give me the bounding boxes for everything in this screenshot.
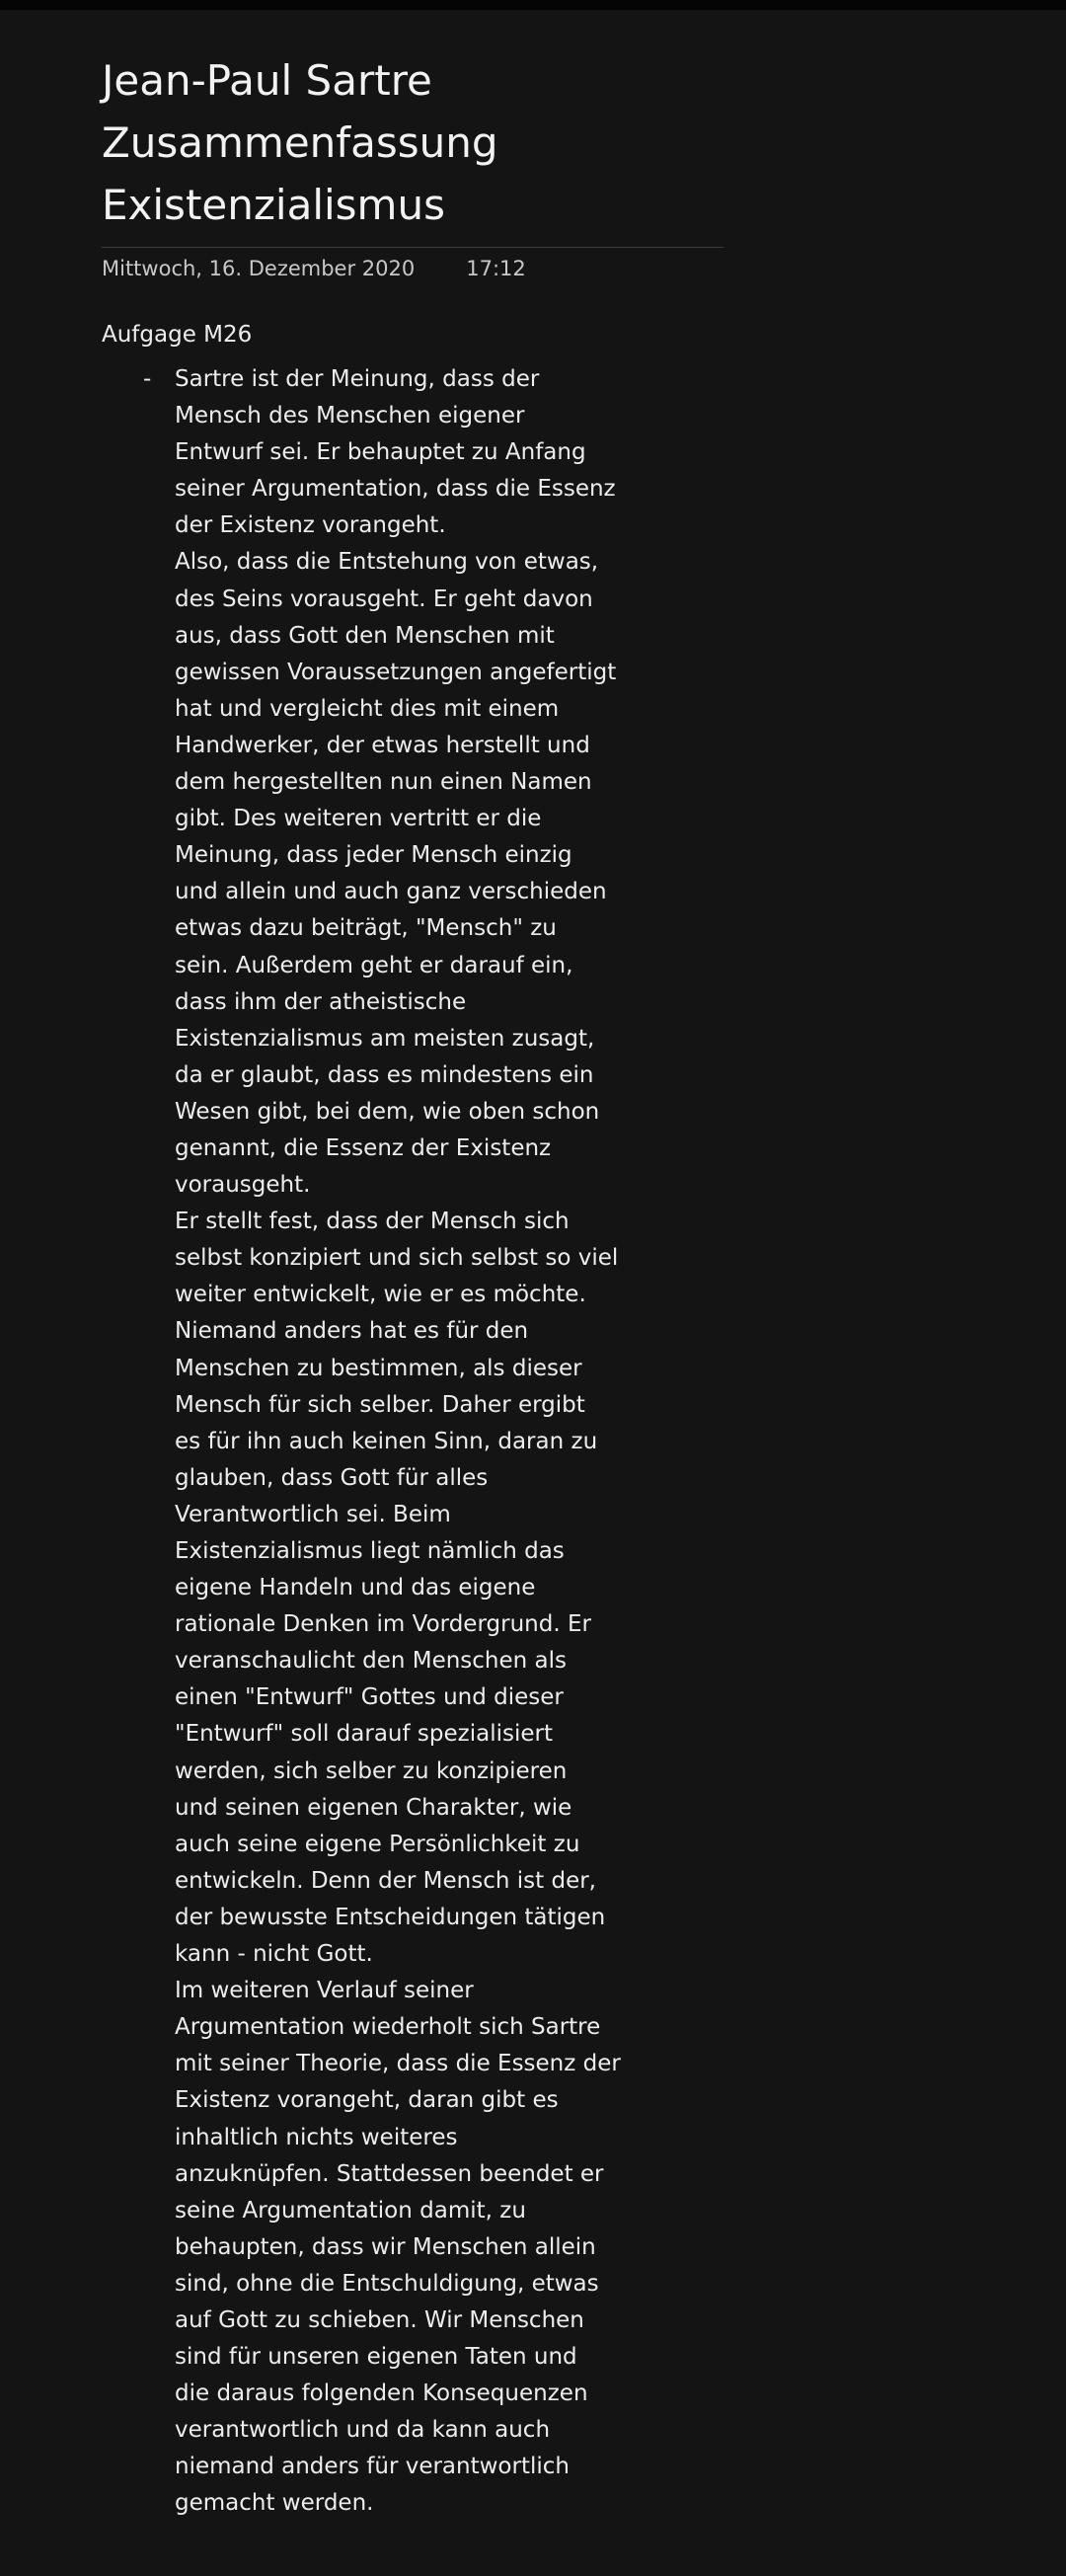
- body-text-line: Menschen zu bestimmen, als dieser: [175, 1355, 582, 1381]
- task-heading[interactable]: Aufgage M26: [102, 322, 253, 348]
- body-text-line: Mensch für sich selber. Daher ergibt: [175, 1391, 585, 1418]
- body-text-line: Handwerker, der etwas herstellt und: [175, 732, 590, 758]
- body-text-line: und seinen eigenen Charakter, wie: [175, 1794, 572, 1821]
- body-text-line: es für ihn auch keinen Sinn, daran zu: [175, 1428, 598, 1454]
- body-text-line: glauben, dass Gott für alles: [175, 1464, 489, 1491]
- title-line: Existenzialismus: [102, 181, 445, 229]
- body-text-line: etwas dazu beiträgt, "Mensch" zu: [175, 915, 557, 942]
- note-body[interactable]: [175, 361, 668, 2523]
- body-text-line: gewissen Voraussetzungen angefertigt: [175, 659, 617, 685]
- body-text-line: Wesen gibt, bei dem, wie oben schon: [175, 1098, 600, 1125]
- note-date: Mittwoch, 16. Dezember 2020: [102, 257, 416, 280]
- list-bullet: -: [143, 366, 152, 392]
- note-time: 17:12: [466, 257, 526, 280]
- body-text-line: auf Gott zu schieben. Wir Menschen: [175, 2306, 584, 2333]
- body-text-line: Existenzialismus liegt nämlich das: [175, 1538, 565, 1564]
- title-line: Zusammenfassung: [102, 118, 498, 167]
- body-text-line: anzuknüpfen. Stattdessen beendet er: [175, 2160, 604, 2187]
- body-text-line: sind für unseren eigenen Taten und: [175, 2344, 577, 2371]
- body-text-line: die daraus folgenden Konsequenzen: [175, 2381, 588, 2407]
- body-text-line: dass ihm der atheistische: [175, 988, 467, 1015]
- body-text-line: verantwortlich und da kann auch: [175, 2417, 551, 2444]
- body-text-line: aus, dass Gott den Menschen mit: [175, 622, 555, 649]
- body-text-line: entwickeln. Denn der Mensch ist der,: [175, 1867, 596, 1894]
- page-title[interactable]: [102, 49, 733, 236]
- body-text-line: "Entwurf" soll darauf spezialisiert: [175, 1721, 553, 1748]
- title-divider: [102, 247, 723, 248]
- body-text-line: auch seine eigene Persönlichkeit zu: [175, 1831, 580, 1857]
- title-line: Jean-Paul Sartre: [102, 56, 432, 105]
- body-text-line: Niemand anders hat es für den: [175, 1318, 529, 1345]
- body-text-line: der bewusste Entscheidungen tätigen: [175, 1904, 606, 1930]
- body-text-line: Existenzialismus am meisten zusagt,: [175, 1025, 595, 1052]
- body-text-line: dem hergestellten nun einen Namen: [175, 769, 592, 796]
- note-timestamp: [102, 254, 526, 283]
- top-bar: [0, 0, 1066, 10]
- body-text-line: veranschaulicht den Menschen als: [175, 1648, 568, 1675]
- body-text-line: eigene Handeln und das eigene: [175, 1575, 536, 1601]
- body-text-line: Also, dass die Entstehung von etwas,: [175, 549, 599, 576]
- body-text-line: sein. Außerdem geht er darauf ein,: [175, 952, 573, 978]
- body-text-line: vorausgeht.: [175, 1172, 311, 1199]
- body-text-line: gemacht werden.: [175, 2490, 374, 2517]
- body-text-line: sind, ohne die Entschuldigung, etwas: [175, 2270, 599, 2297]
- body-text-line: der Existenz vorangeht.: [175, 512, 446, 539]
- body-text-line: inhaltlich nichts weiteres: [175, 2124, 458, 2150]
- body-text-line: rationale Denken im Vordergrund. Er: [175, 1611, 591, 1638]
- body-text-line: niemand anders für verantwortlich: [175, 2454, 570, 2480]
- body-text-line: hat und vergleicht dies mit einem: [175, 695, 560, 722]
- body-text-line: da er glaubt, dass es mindestens ein: [175, 1061, 594, 1088]
- body-text-line: seiner Argumentation, dass die Essenz: [175, 476, 616, 503]
- body-text-line: Argumentation wiederholt sich Sartre: [175, 2014, 601, 2041]
- body-text-line: Verantwortlich sei. Beim: [175, 1501, 451, 1527]
- body-text-line: seine Argumentation damit, zu: [175, 2197, 526, 2224]
- body-text-line: Existenz vorangeht, daran gibt es: [175, 2087, 559, 2114]
- body-text-line: des Seins vorausgeht. Er geht davon: [175, 585, 593, 612]
- body-text-line: werden, sich selber zu konzipieren: [175, 1757, 568, 1784]
- body-text-line: und allein und auch ganz verschieden: [175, 879, 607, 905]
- body-text-line: gibt. Des weiteren vertritt er die: [175, 806, 542, 832]
- body-text-line: Entwurf sei. Er behauptet zu Anfang: [175, 439, 586, 466]
- body-text-line: Mensch des Menschen eigener: [175, 403, 525, 429]
- body-text-line: behaupten, dass wir Menschen allein: [175, 2233, 596, 2260]
- body-text-line: weiter entwickelt, wie er es möchte.: [175, 1282, 586, 1308]
- body-text-line: Meinung, dass jeder Mensch einzig: [175, 842, 572, 869]
- body-text-line: Er stellt fest, dass der Mensch sich: [175, 1209, 570, 1235]
- body-text-line: genannt, die Essenz der Existenz: [175, 1134, 552, 1161]
- body-text-line: Im weiteren Verlauf seiner: [175, 1978, 474, 2004]
- body-text-line: kann - nicht Gott.: [175, 1941, 373, 1968]
- body-text-line: einen "Entwurf" Gottes und dieser: [175, 1684, 564, 1711]
- body-text-line: selbst konzipiert und sich selbst so viel: [175, 1245, 619, 1272]
- body-text-line: mit seiner Theorie, dass die Essenz der: [175, 2051, 621, 2077]
- body-text-line: Sartre ist der Meinung, dass der: [175, 366, 540, 392]
